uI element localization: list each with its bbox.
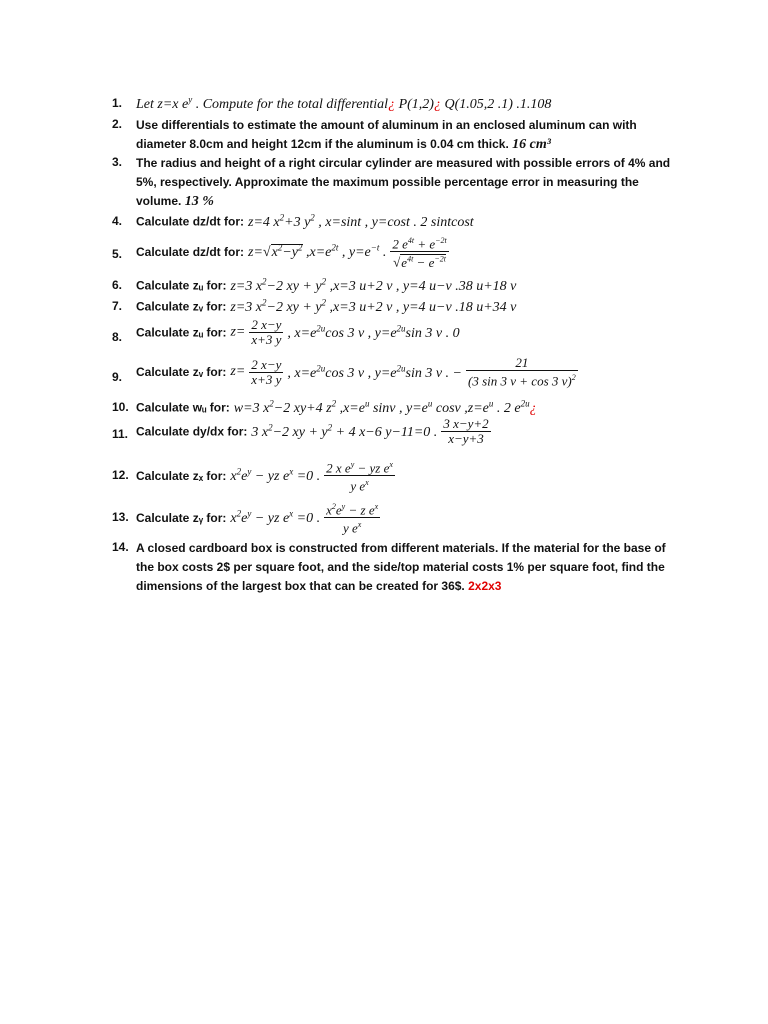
problem-body: [136, 398, 672, 417]
problem-12-fraction: [324, 458, 395, 494]
problem-9-lhs: z=: [230, 364, 246, 380]
fraction-numerator: $x^2e^y - z$ $e^x$: [326, 502, 379, 518]
fraction-denominator: x+3 y: [251, 371, 282, 387]
problem-7-math: z=3 $x^2-2$ xy + $y^2$ ,x=3 u+2 v , y=4 u−v .18 u+34 v: [230, 297, 517, 315]
problem-9-fraction-2: [466, 356, 578, 388]
problem-number: 14.: [112, 540, 129, 554]
problem-number: 7.: [112, 299, 123, 313]
problem-11-math: 3 $x^2-2$ xy + $y^2 + 4$ x−6 y−11=0 .: [251, 422, 438, 440]
problem-label: Calculate dy/dx for:: [136, 424, 248, 439]
problem-label: Calculate dz/dt for:: [136, 244, 245, 259]
problem-8-math: , $x=e^{2u}\cos$ 3 v , $y=e^{2u}\sin$ 3 v . 0: [287, 323, 460, 341]
problem-number: 13.: [112, 510, 129, 524]
problem-body: [136, 356, 672, 388]
problem-number: 9.: [112, 370, 123, 384]
problem-6-math: z=3 $x^2-2$ xy + $y^2$ ,x=3 u+2 v , y=4 u−v .38 u+18 v: [230, 276, 517, 294]
problem-10-math: w=3 $x^2-2$ xy+4 $z^2$ $,x=e^u$ sinv , $y=e^u$ cosv $,z=e^u$ . 2 $e^{2u}¿$: [233, 398, 537, 416]
fraction-numerator: 2 x−y: [251, 317, 282, 332]
problem-text: The radius and height of a right circular cylinder are measured with possible errors of 4% and 5%, respectively. Approximate the maximum possible percentage error in measuring the volume.: [136, 156, 671, 208]
problem-number: 11.: [112, 427, 129, 441]
fraction-numerator: 2 x $e^y$ − yz $e^x$: [326, 460, 393, 476]
problem-number: 2.: [112, 117, 123, 131]
fraction-numerator: 2 $e^{4t} + e^{-2t}$: [392, 236, 447, 252]
problem-9-math: , $x=e^{2u}\cos$ 3 v , $y=e^{2u}\sin$ 3 v . −: [287, 362, 462, 381]
problem-1-marker-2: ¿: [433, 96, 441, 112]
problem-body: [136, 234, 672, 270]
problem-answer: 2x2x3: [468, 579, 502, 593]
problem-2-text: [136, 116, 672, 154]
problem-number: 5.: [112, 247, 123, 261]
problem-number: 10.: [112, 400, 129, 414]
problem-body: [136, 458, 672, 494]
problem-1-math: Let z=x $e^y$ . Compute for the total differential¿ P(1,2)¿ Q(1.05,2 .1) .1.108: [136, 94, 552, 112]
problem-number: 12.: [112, 468, 129, 482]
problem-label: Calculate zᵧ for:: [136, 510, 227, 525]
problem-label: Calculate dz/dt for:: [136, 214, 245, 229]
problem-text: A closed cardboard box is constructed from different materials. If the material for the base of the box costs 2$ per square foot, and the side/top material costs 1% per square foot, find the dimensions of the largest box that can be created for 36$.: [136, 541, 666, 593]
problem-1-marker-1: ¿: [388, 96, 396, 112]
fraction-denominator: x−y+3: [448, 431, 484, 446]
problem-label: Calculate zᵤ for:: [136, 278, 227, 293]
problem-number: 6.: [112, 278, 123, 292]
problem-number: 8.: [112, 330, 123, 344]
problem-label: Calculate zₓ for:: [136, 468, 227, 483]
problem-14-text: [136, 539, 672, 596]
problem-text: Use differentials to estimate the amount of aluminum in an enclosed aluminum can with diameter 8.0cm and height 12cm if the aluminum is 0.04 cm thick.: [136, 118, 637, 151]
problem-body: [136, 417, 672, 446]
problem-number: 4.: [112, 214, 123, 228]
problem-9-fraction: [249, 358, 283, 387]
fraction-numerator: 2 x−y: [251, 356, 282, 372]
fraction-denominator: (3 sin 3 v + cos 3 v)$^2$: [468, 373, 576, 389]
problem-label: Calculate zᵥ for:: [136, 299, 227, 314]
problem-answer: 13 %: [184, 194, 214, 209]
problem-5-fraction: [390, 234, 448, 270]
problem-8-lhs: z=: [230, 324, 246, 340]
problem-body: [136, 212, 672, 231]
problem-12-math: $x^2e^y$ − yz $e^x =0$ .: [230, 466, 321, 485]
fraction-denominator: y $e^x$: [342, 520, 362, 536]
problem-body: [136, 276, 672, 295]
problem-13-math: $x^2e^y$ − yz $e^x =0$ .: [230, 508, 321, 527]
fraction-denominator: x+3 y: [251, 332, 282, 347]
fraction-numerator: 3 x−y+2: [443, 416, 489, 431]
problem-body: [136, 318, 672, 347]
problem-8-fraction: [249, 318, 283, 347]
fraction-numerator: 21: [466, 356, 578, 371]
problem-body: [136, 94, 672, 113]
problem-body: [136, 500, 672, 536]
problem-3-text: [136, 154, 672, 211]
fraction-denominator: y $e^x$: [350, 478, 369, 494]
problem-number: 3.: [112, 155, 123, 169]
problem-answer: 16 cm³: [512, 137, 551, 152]
problem-10-marker: ¿: [529, 400, 537, 416]
problem-label: Calculate wᵤ for:: [136, 400, 230, 415]
problem-11-fraction: [441, 417, 490, 446]
problem-13-fraction: [324, 500, 380, 536]
problem-number: 1.: [112, 96, 123, 110]
fraction-denominator: $√e^{4t} - e^{-2t}$: [393, 254, 446, 270]
problem-label: Calculate zᵤ for:: [136, 325, 227, 340]
problem-4-math: z=4 $x^2+3$ $y^2$ , x=sint , y=cost . 2 sintcost: [248, 212, 474, 230]
problem-body: [136, 297, 672, 316]
problem-label: Calculate zᵥ for:: [136, 365, 227, 380]
problem-5-math: $z=√x^2-y^2$ $,x=e^{2t}$ , $y=e^{-t}$ .: [248, 242, 387, 261]
